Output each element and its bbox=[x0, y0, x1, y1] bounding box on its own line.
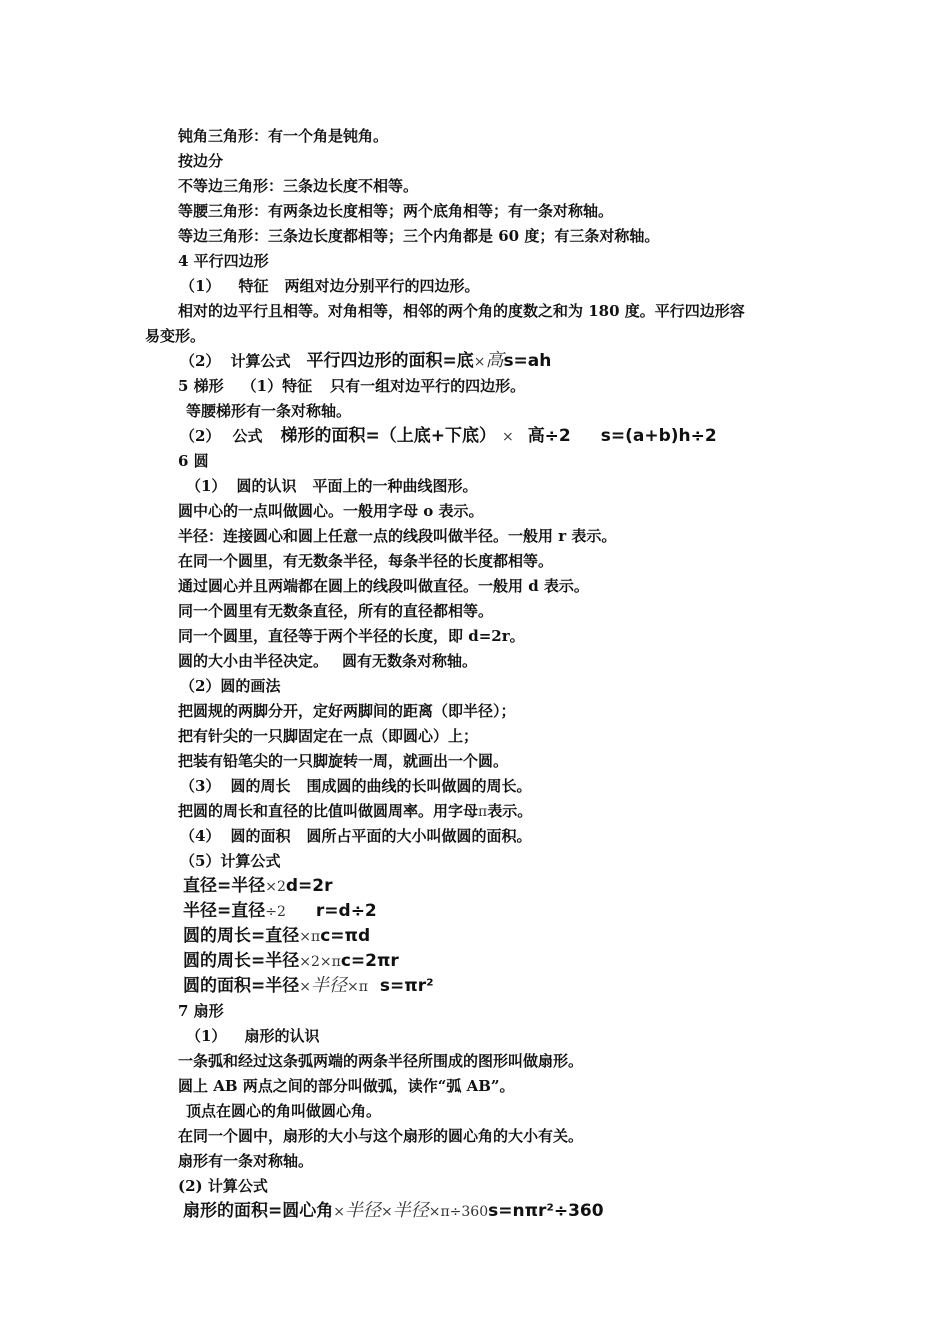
operator: × bbox=[380, 1204, 393, 1220]
formula: s=ah bbox=[503, 351, 552, 371]
formula: 梯形的面积=（上底+下底） bbox=[280, 426, 496, 446]
formula-italic: 高 bbox=[485, 350, 504, 371]
text: 公式 bbox=[232, 427, 263, 445]
scalene-line bbox=[178, 174, 418, 198]
equilateral-line bbox=[178, 224, 659, 248]
radius-def bbox=[178, 524, 616, 548]
diameter-equal bbox=[178, 599, 493, 623]
central-angle-def bbox=[186, 1099, 381, 1123]
by-side-heading bbox=[178, 149, 223, 173]
formula: 高÷2 bbox=[527, 426, 571, 446]
drawing-step-2 bbox=[178, 724, 478, 748]
text: (2) 计算公式 bbox=[178, 1177, 268, 1195]
text: 圆的面积 bbox=[230, 827, 291, 845]
formula: 半径=直径 bbox=[183, 901, 266, 921]
pi-def bbox=[178, 799, 532, 824]
text: 顶点在圆心的角叫做圆心角。 bbox=[186, 1102, 382, 1120]
formula-italic: 半径 bbox=[344, 1200, 381, 1221]
formula: 平行四边形的面积=底 bbox=[306, 351, 474, 371]
formula-italic: 半径 bbox=[392, 1200, 429, 1221]
operator: ×π bbox=[346, 979, 368, 995]
operator: ×2×π bbox=[299, 954, 341, 970]
text: 钝角三角形：有一个角是钝角。 bbox=[178, 127, 389, 145]
sector-axis bbox=[178, 1149, 313, 1173]
text: 按边分 bbox=[178, 152, 224, 170]
operator: ×π÷360 bbox=[428, 1204, 489, 1220]
text: 扇形的认识 bbox=[244, 1027, 320, 1045]
text: 把圆的周长和直径的比值叫做圆周率。用字母 bbox=[178, 802, 479, 820]
parallelogram-formula bbox=[180, 349, 551, 374]
drawing-step-3 bbox=[178, 749, 508, 773]
times-op: × bbox=[501, 429, 514, 445]
diameter-def bbox=[178, 574, 589, 598]
text: 等腰三角形：有两条边长度相等；两个底角相等；有一条对称轴。 bbox=[178, 202, 614, 220]
parallelogram-props bbox=[178, 299, 745, 323]
text: 半径：连接圆心和圆上任意一点的线段叫做半径。一般用 r 表示。 bbox=[178, 527, 617, 545]
text: 7 扇形 bbox=[178, 1002, 224, 1020]
formula: s=(a+b)h÷2 bbox=[600, 426, 717, 446]
text: 等边三角形：三条边长度都相等；三个内角都是 60 度；有三条对称轴。 bbox=[178, 227, 660, 245]
text: （2） bbox=[180, 427, 221, 445]
sector-formula-heading bbox=[178, 1174, 268, 1198]
circle-drawing-heading bbox=[180, 674, 280, 698]
text: 5 梯形 bbox=[178, 377, 224, 395]
text: 一条弧和经过这条弧两端的两条半径所围成的图形叫做扇形。 bbox=[178, 1052, 584, 1070]
circle-intro bbox=[186, 474, 477, 498]
text: 通过圆心并且两端都在圆上的线段叫做直径。一般用 d 表示。 bbox=[178, 577, 589, 595]
text: 圆有无数条对称轴。 bbox=[342, 652, 478, 670]
sector-intro bbox=[186, 1024, 319, 1048]
text: 等腰梯形有一条对称轴。 bbox=[186, 402, 352, 420]
arc-def bbox=[178, 1074, 515, 1098]
formula-area bbox=[183, 974, 434, 999]
formula-italic: 半径 bbox=[310, 975, 347, 996]
area-def bbox=[180, 824, 531, 848]
text: 把圆规的两脚分开，定好两脚间的距离（即半径）； bbox=[178, 702, 516, 720]
text: （2）圆的画法 bbox=[180, 677, 281, 695]
text: （5）计算公式 bbox=[180, 852, 281, 870]
text: 计算公式 bbox=[230, 352, 291, 370]
text: 围成圆的曲线的长叫做圆的周长。 bbox=[306, 777, 532, 795]
operator: ÷2 bbox=[265, 904, 286, 920]
operator: ×π bbox=[299, 929, 321, 945]
formula-circumference-r bbox=[183, 949, 399, 974]
text: 圆的周长 bbox=[230, 777, 291, 795]
formula-diameter bbox=[183, 874, 333, 899]
text: 圆所占平面的大小叫做圆的面积。 bbox=[306, 827, 532, 845]
operator: ×2 bbox=[265, 879, 286, 895]
text: 在同一个圆中，扇形的大小与这个扇形的圆心角的大小有关。 bbox=[178, 1127, 584, 1145]
text: 不等边三角形：三条边长度不相等。 bbox=[178, 177, 419, 195]
circle-size bbox=[178, 649, 477, 673]
text: 在同一个圆里，有无数条半径，每条半径的长度都相等。 bbox=[178, 552, 554, 570]
formula: c=2πr bbox=[340, 951, 399, 971]
circle-formula-heading bbox=[180, 849, 280, 873]
text: 同一个圆里有无数条直径，所有的直径都相等。 bbox=[178, 602, 494, 620]
text: （3） bbox=[180, 777, 221, 795]
circle-heading bbox=[178, 449, 209, 473]
sector-heading bbox=[178, 999, 224, 1023]
parallelogram-heading bbox=[178, 249, 269, 273]
drawing-step-1 bbox=[178, 699, 516, 723]
trapezoid-formula bbox=[180, 424, 717, 449]
operator: × bbox=[299, 979, 311, 995]
text: （1） bbox=[186, 1027, 227, 1045]
text: （4） bbox=[180, 827, 221, 845]
formula: 圆的周长=半径 bbox=[183, 951, 300, 971]
trapezoid-heading bbox=[178, 374, 525, 398]
text: 只有一组对边平行的四边形。 bbox=[330, 377, 526, 395]
text: 圆的认识 bbox=[236, 477, 297, 495]
isosceles-line bbox=[178, 199, 613, 223]
obtuse-triangle-line bbox=[178, 124, 388, 148]
text: 6 圆 bbox=[178, 452, 209, 470]
text: （1） bbox=[186, 477, 227, 495]
text: 两组对边分别平行的四边形。 bbox=[284, 277, 480, 295]
text: 同一个圆里，直径等于两个半径的长度，即 d=2r。 bbox=[178, 627, 525, 645]
text: 圆的大小由半径决定。 bbox=[178, 652, 329, 670]
text: 扇形有一条对称轴。 bbox=[178, 1152, 314, 1170]
text: 圆上 AB 两点之间的部分叫做弧，读作“弧 AB”。 bbox=[178, 1077, 515, 1095]
formula-sector-area bbox=[183, 1199, 604, 1224]
formula-radius bbox=[183, 899, 377, 924]
pi-symbol: π bbox=[478, 804, 488, 820]
text: 把装有铅笔尖的一只脚旋转一周，就画出一个圆。 bbox=[178, 752, 509, 770]
formula: c=πd bbox=[320, 926, 371, 946]
diameter-radius bbox=[178, 624, 525, 648]
operator: × bbox=[333, 1204, 345, 1220]
text: 特征 bbox=[238, 277, 269, 295]
formula: 圆的周长=直径 bbox=[183, 926, 300, 946]
text: 圆中心的一点叫做圆心。一般用字母 o 表示。 bbox=[178, 502, 484, 520]
circle-center bbox=[178, 499, 483, 523]
trapezoid-axis bbox=[186, 399, 351, 423]
formula: 扇形的面积=圆心角 bbox=[183, 1201, 334, 1221]
radius-equal bbox=[178, 549, 553, 573]
formula: s=πr² bbox=[379, 976, 434, 996]
text: 易变形。 bbox=[145, 327, 206, 345]
times-op: × bbox=[473, 354, 486, 370]
formula: d=2r bbox=[285, 876, 333, 896]
parallelogram-feature bbox=[180, 274, 479, 298]
formula-circumference-d bbox=[183, 924, 370, 949]
text: 平面上的一种曲线图形。 bbox=[312, 477, 478, 495]
sector-def bbox=[178, 1049, 583, 1073]
text: 相对的边平行且相等。对角相等，相邻的两个角的度数之和为 180 度。平行四边形容 bbox=[178, 302, 745, 320]
formula: 直径=半径 bbox=[183, 876, 266, 896]
text: （2） bbox=[180, 352, 221, 370]
text: 4 平行四边形 bbox=[178, 252, 269, 270]
formula: r=d÷2 bbox=[315, 901, 377, 921]
parallelogram-props-cont bbox=[145, 324, 205, 348]
formula: s=nπr²÷360 bbox=[488, 1201, 604, 1221]
formula: 圆的面积=半径 bbox=[183, 976, 300, 996]
text: （1）特征 bbox=[241, 377, 313, 395]
text: （1） bbox=[180, 277, 221, 295]
text: 表示。 bbox=[487, 802, 533, 820]
circumference-def bbox=[180, 774, 531, 798]
sector-size bbox=[178, 1124, 583, 1148]
text: 把有针尖的一只脚固定在一点（即圆心）上； bbox=[178, 727, 479, 745]
